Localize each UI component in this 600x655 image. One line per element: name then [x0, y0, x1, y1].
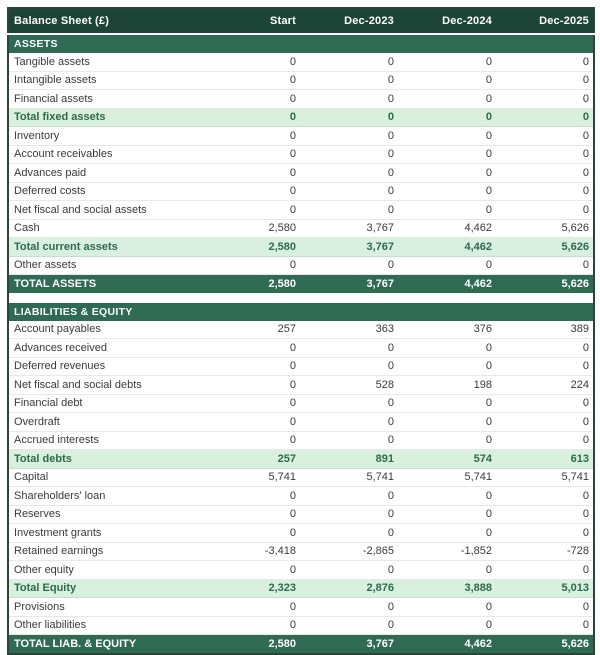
cell-value: 0: [398, 413, 496, 432]
balance-sheet-table: [7, 7, 595, 655]
cell-value: 891: [300, 450, 398, 469]
table-row: [8, 468, 594, 487]
table-row: [8, 182, 594, 201]
column-header-dec-2025: Dec-2025: [496, 8, 594, 34]
table-row: [8, 145, 594, 164]
cell-value: 0: [496, 164, 594, 183]
cell-value: 4,462: [398, 275, 496, 293]
table-row: [8, 71, 594, 90]
header-row: [8, 8, 594, 34]
table-row: [8, 127, 594, 146]
cell-value: 0: [300, 339, 398, 358]
cell-value: 0: [398, 145, 496, 164]
table-row: [8, 321, 594, 339]
cell-value: 0: [202, 376, 300, 395]
cell-value: 0: [202, 339, 300, 358]
cell-value: 2,323: [202, 579, 300, 598]
cell-value: 5,741: [300, 468, 398, 487]
cell-value: 0: [496, 616, 594, 635]
cell-value: 0: [398, 561, 496, 580]
cell-value: 0: [300, 487, 398, 506]
column-header-start: Start: [202, 8, 300, 34]
cell-value: 5,741: [496, 468, 594, 487]
table-row: [8, 542, 594, 561]
table-row: [8, 108, 594, 127]
cell-value: 5,626: [496, 238, 594, 257]
row-label: Overdraft: [8, 413, 202, 432]
row-label: Net fiscal and social assets: [8, 201, 202, 220]
table-row: [8, 635, 594, 654]
cell-value: 3,767: [300, 238, 398, 257]
table-title: Balance Sheet (£): [8, 8, 202, 34]
row-label: Deferred revenues: [8, 357, 202, 376]
row-label: Total debts: [8, 450, 202, 469]
cell-value: 0: [202, 164, 300, 183]
table-header: [8, 8, 594, 34]
row-label: Financial assets: [8, 90, 202, 109]
cell-value: 613: [496, 450, 594, 469]
row-label: Financial debt: [8, 394, 202, 413]
cell-value: 0: [398, 71, 496, 90]
cell-value: 0: [202, 505, 300, 524]
cell-value: 0: [300, 71, 398, 90]
cell-value: 2,580: [202, 219, 300, 238]
table-row: [8, 238, 594, 257]
cell-value: 0: [300, 127, 398, 146]
cell-value: 0: [398, 394, 496, 413]
row-label: Tangible assets: [8, 53, 202, 71]
cell-value: 0: [496, 524, 594, 543]
cell-value: 0: [202, 201, 300, 220]
cell-value: 0: [398, 616, 496, 635]
table-row: [8, 524, 594, 543]
cell-value: 574: [398, 450, 496, 469]
cell-value: 0: [300, 357, 398, 376]
cell-value: 0: [496, 561, 594, 580]
cell-value: 5,626: [496, 219, 594, 238]
row-label: Accrued interests: [8, 431, 202, 450]
cell-value: 198: [398, 376, 496, 395]
cell-value: 0: [300, 413, 398, 432]
row-label: Retained earnings: [8, 542, 202, 561]
cell-value: 0: [496, 505, 594, 524]
cell-value: 0: [300, 145, 398, 164]
cell-value: 5,626: [496, 635, 594, 654]
cell-value: 5,741: [398, 468, 496, 487]
cell-value: 3,767: [300, 275, 398, 293]
cell-value: 0: [398, 164, 496, 183]
section-gap-cell: [8, 293, 594, 303]
table-row: [8, 164, 594, 183]
cell-value: -1,852: [398, 542, 496, 561]
cell-value: 0: [398, 431, 496, 450]
column-header-dec-2023: Dec-2023: [300, 8, 398, 34]
cell-value: 0: [496, 201, 594, 220]
cell-value: 2,580: [202, 635, 300, 654]
cell-value: 224: [496, 376, 594, 395]
cell-value: 376: [398, 321, 496, 339]
table-row: [8, 339, 594, 358]
cell-value: 0: [202, 616, 300, 635]
cell-value: 0: [398, 339, 496, 358]
cell-value: 0: [300, 164, 398, 183]
table-row: [8, 616, 594, 635]
cell-value: 5,013: [496, 579, 594, 598]
row-label: Intangible assets: [8, 71, 202, 90]
table-row: [8, 505, 594, 524]
cell-value: 0: [202, 561, 300, 580]
section-gap: [8, 293, 594, 303]
cell-value: 363: [300, 321, 398, 339]
cell-value: 0: [398, 108, 496, 127]
cell-value: 0: [202, 431, 300, 450]
cell-value: 0: [202, 127, 300, 146]
row-label: Advances paid: [8, 164, 202, 183]
section-header-row: [8, 303, 594, 321]
table-body: [8, 34, 594, 654]
row-label: Account payables: [8, 321, 202, 339]
cell-value: 0: [496, 182, 594, 201]
cell-value: 4,462: [398, 238, 496, 257]
row-label: Total Equity: [8, 579, 202, 598]
table-row: [8, 376, 594, 395]
cell-value: 0: [496, 431, 594, 450]
cell-value: 0: [398, 357, 496, 376]
table-row: [8, 598, 594, 617]
cell-value: 0: [496, 394, 594, 413]
row-label: Investment grants: [8, 524, 202, 543]
cell-value: 0: [300, 108, 398, 127]
row-label: TOTAL ASSETS: [8, 275, 202, 293]
cell-value: 2,580: [202, 238, 300, 257]
cell-value: 0: [300, 431, 398, 450]
cell-value: 0: [398, 256, 496, 275]
cell-value: 257: [202, 321, 300, 339]
cell-value: 4,462: [398, 219, 496, 238]
row-label: Other assets: [8, 256, 202, 275]
table-row: [8, 413, 594, 432]
cell-value: 0: [496, 413, 594, 432]
cell-value: 0: [300, 394, 398, 413]
row-label: Net fiscal and social debts: [8, 376, 202, 395]
cell-value: 0: [496, 108, 594, 127]
cell-value: 0: [300, 256, 398, 275]
row-label: Reserves: [8, 505, 202, 524]
cell-value: 0: [300, 598, 398, 617]
cell-value: 0: [202, 256, 300, 275]
balance-sheet: [7, 7, 593, 655]
row-label: Advances received: [8, 339, 202, 358]
table-row: [8, 579, 594, 598]
cell-value: 0: [300, 201, 398, 220]
table-row: [8, 201, 594, 220]
table-row: [8, 219, 594, 238]
cell-value: 0: [202, 145, 300, 164]
cell-value: -3,418: [202, 542, 300, 561]
cell-value: 3,767: [300, 219, 398, 238]
cell-value: 0: [202, 357, 300, 376]
cell-value: 0: [202, 394, 300, 413]
cell-value: 0: [398, 127, 496, 146]
cell-value: -728: [496, 542, 594, 561]
cell-value: 0: [300, 53, 398, 71]
cell-value: 0: [398, 53, 496, 71]
table-row: [8, 487, 594, 506]
cell-value: 0: [300, 182, 398, 201]
table-row: [8, 53, 594, 71]
cell-value: 0: [202, 413, 300, 432]
row-label: Shareholders' loan: [8, 487, 202, 506]
cell-value: 0: [300, 505, 398, 524]
cell-value: 257: [202, 450, 300, 469]
cell-value: 0: [398, 505, 496, 524]
row-label: Account receivables: [8, 145, 202, 164]
table-row: [8, 450, 594, 469]
row-label: Provisions: [8, 598, 202, 617]
cell-value: 5,626: [496, 275, 594, 293]
cell-value: 0: [398, 598, 496, 617]
cell-value: 0: [202, 182, 300, 201]
cell-value: -2,865: [300, 542, 398, 561]
row-label: Inventory: [8, 127, 202, 146]
cell-value: 0: [496, 357, 594, 376]
cell-value: 3,888: [398, 579, 496, 598]
cell-value: 0: [398, 182, 496, 201]
cell-value: 0: [202, 108, 300, 127]
cell-value: 0: [202, 524, 300, 543]
cell-value: 0: [202, 53, 300, 71]
table-row: [8, 275, 594, 293]
cell-value: 0: [496, 145, 594, 164]
table-row: [8, 357, 594, 376]
cell-value: 0: [202, 90, 300, 109]
cell-value: 3,767: [300, 635, 398, 654]
cell-value: 0: [496, 339, 594, 358]
cell-value: 389: [496, 321, 594, 339]
row-label: Total fixed assets: [8, 108, 202, 127]
row-label: Capital: [8, 468, 202, 487]
row-label: Cash: [8, 219, 202, 238]
cell-value: 0: [496, 127, 594, 146]
cell-value: 0: [202, 598, 300, 617]
table-row: [8, 431, 594, 450]
cell-value: 5,741: [202, 468, 300, 487]
cell-value: 0: [496, 53, 594, 71]
cell-value: 0: [496, 256, 594, 275]
cell-value: 528: [300, 376, 398, 395]
column-header-dec-2024: Dec-2024: [398, 8, 496, 34]
table-row: [8, 394, 594, 413]
cell-value: 0: [398, 90, 496, 109]
cell-value: 0: [496, 71, 594, 90]
cell-value: 2,580: [202, 275, 300, 293]
table-row: [8, 256, 594, 275]
cell-value: 0: [300, 524, 398, 543]
row-label: Other equity: [8, 561, 202, 580]
cell-value: 0: [398, 487, 496, 506]
cell-value: 0: [496, 598, 594, 617]
cell-value: 0: [300, 561, 398, 580]
section-title: LIABILITIES & EQUITY: [8, 303, 594, 321]
cell-value: 0: [202, 487, 300, 506]
cell-value: 0: [496, 487, 594, 506]
table-row: [8, 90, 594, 109]
cell-value: 2,876: [300, 579, 398, 598]
table-row: [8, 561, 594, 580]
row-label: TOTAL LIAB. & EQUITY: [8, 635, 202, 654]
cell-value: 0: [202, 71, 300, 90]
row-label: Deferred costs: [8, 182, 202, 201]
cell-value: 0: [398, 201, 496, 220]
cell-value: 0: [300, 616, 398, 635]
row-label: Other liabilities: [8, 616, 202, 635]
section-header-row: [8, 34, 594, 53]
cell-value: 0: [398, 524, 496, 543]
cell-value: 0: [496, 90, 594, 109]
cell-value: 4,462: [398, 635, 496, 654]
row-label: Total current assets: [8, 238, 202, 257]
section-title: ASSETS: [8, 34, 594, 53]
cell-value: 0: [300, 90, 398, 109]
